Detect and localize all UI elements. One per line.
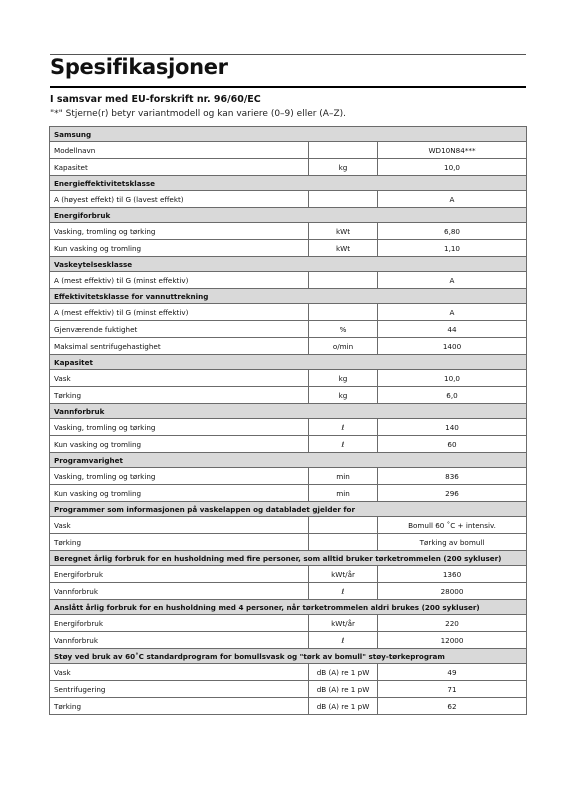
spec-label: Vasking, tromling og tørking (50, 468, 309, 485)
table-row (50, 468, 527, 485)
spec-unit (309, 304, 378, 321)
spec-unit: ℓ (309, 632, 378, 649)
spec-unit: kWt (309, 223, 378, 240)
spec-value: 12000 (378, 632, 527, 649)
spec-label: Kun vasking og tromling (50, 485, 309, 502)
spec-label: Tørking (50, 698, 309, 715)
spec-unit: kg (309, 387, 378, 404)
spec-label: Vask (50, 517, 309, 534)
table-row (50, 419, 527, 436)
table-row (50, 387, 527, 404)
spec-unit: min (309, 485, 378, 502)
table-row (50, 566, 527, 583)
table-row (50, 485, 527, 502)
spec-unit: % (309, 321, 378, 338)
spec-value: 6,0 (378, 387, 527, 404)
spec-unit: dB (A) re 1 pW (309, 698, 378, 715)
spec-unit: ℓ (309, 419, 378, 436)
spec-value: 71 (378, 681, 527, 698)
table-row (50, 191, 527, 208)
spec-label: Energiforbruk (50, 566, 309, 583)
spec-table (49, 126, 527, 715)
spec-value: 10,0 (378, 370, 527, 387)
spec-unit (309, 272, 378, 289)
table-row (50, 615, 527, 632)
table-row (50, 534, 527, 551)
title-rule-bottom (50, 86, 526, 88)
spec-unit: min (309, 468, 378, 485)
section-title: Programvarighet (50, 453, 527, 468)
spec-label: Sentrifugering (50, 681, 309, 698)
spec-unit: kWt/år (309, 566, 378, 583)
spec-value: A (378, 191, 527, 208)
spec-label: Tørking (50, 534, 309, 551)
spec-value: 220 (378, 615, 527, 632)
spec-value: 49 (378, 664, 527, 681)
section-header-row (50, 649, 527, 664)
section-title: Energiforbruk (50, 208, 527, 223)
page-title: Spesifikasjoner (50, 55, 228, 79)
section-header-row (50, 289, 527, 304)
spec-unit (309, 191, 378, 208)
spec-label: Modellnavn (50, 142, 309, 159)
section-header-row (50, 257, 527, 272)
section-title: Effektivitetsklasse for vannuttrekning (50, 289, 527, 304)
spec-unit: kg (309, 370, 378, 387)
section-title: Anslått årlig forbruk for en husholdning med 4 personer, når tørketrommelen aldri brukes (200 sykluser) (50, 600, 527, 615)
spec-unit: kWt/år (309, 615, 378, 632)
section-title: Kapasitet (50, 355, 527, 370)
spec-value: 1400 (378, 338, 527, 355)
spec-label: Energiforbruk (50, 615, 309, 632)
table-row (50, 321, 527, 338)
spec-value: 140 (378, 419, 527, 436)
spec-value: WD10N84*** (378, 142, 527, 159)
spec-label: Vasking, tromling og tørking (50, 223, 309, 240)
spec-value: 1360 (378, 566, 527, 583)
table-row (50, 698, 527, 715)
spec-label: Vannforbruk (50, 583, 309, 600)
section-header-row (50, 502, 527, 517)
table-row (50, 223, 527, 240)
table-row (50, 370, 527, 387)
spec-value: 296 (378, 485, 527, 502)
spec-unit (309, 517, 378, 534)
spec-value: 6,80 (378, 223, 527, 240)
section-header-row (50, 453, 527, 468)
spec-label: Tørking (50, 387, 309, 404)
table-row (50, 142, 527, 159)
section-header-row (50, 404, 527, 419)
table-row (50, 338, 527, 355)
spec-value: Tørking av bomull (378, 534, 527, 551)
table-row (50, 664, 527, 681)
spec-value: 44 (378, 321, 527, 338)
section-title: Beregnet årlig forbruk for en husholdning med fire personer, som alltid bruker tørketrommelen (200 sykluser) (50, 551, 527, 566)
table-row (50, 240, 527, 257)
spec-unit: ℓ (309, 583, 378, 600)
spec-unit: kWt (309, 240, 378, 257)
spec-label: A (mest effektiv) til G (minst effektiv) (50, 272, 309, 289)
spec-label: Vask (50, 370, 309, 387)
section-title: Programmer som informasjonen på vaskelappen og databladet gjelder for (50, 502, 527, 517)
table-row (50, 632, 527, 649)
spec-unit: dB (A) re 1 pW (309, 664, 378, 681)
section-header-row (50, 176, 527, 191)
spec-label: Maksimal sentrifugehastighet (50, 338, 309, 355)
spec-value: Bomull 60 ˚C + intensiv. (378, 517, 527, 534)
spec-value: 62 (378, 698, 527, 715)
spec-unit: o/min (309, 338, 378, 355)
spec-unit (309, 534, 378, 551)
spec-label: Gjenværende fuktighet (50, 321, 309, 338)
spec-unit: kg (309, 159, 378, 176)
spec-value: A (378, 304, 527, 321)
section-header-row (50, 208, 527, 223)
section-header-row (50, 127, 527, 142)
table-row (50, 517, 527, 534)
spec-label: A (høyest effekt) til G (lavest effekt) (50, 191, 309, 208)
section-header-row (50, 355, 527, 370)
spec-label: Kapasitet (50, 159, 309, 176)
spec-label: A (mest effektiv) til G (minst effektiv) (50, 304, 309, 321)
spec-table-body (50, 127, 527, 715)
section-title: Samsung (50, 127, 527, 142)
spec-value: 1,10 (378, 240, 527, 257)
spec-label: Vannforbruk (50, 632, 309, 649)
variant-note: "*" Stjerne(r) betyr variantmodell og kan variere (0–9) eller (A–Z). (50, 109, 346, 119)
spec-value: 836 (378, 468, 527, 485)
table-row (50, 681, 527, 698)
table-row (50, 436, 527, 453)
section-title: Vaskeytelsesklasse (50, 257, 527, 272)
spec-label: Vask (50, 664, 309, 681)
spec-label: Vasking, tromling og tørking (50, 419, 309, 436)
section-title: Energieffektivitetsklasse (50, 176, 527, 191)
spec-unit: ℓ (309, 436, 378, 453)
spec-value: 60 (378, 436, 527, 453)
table-row (50, 583, 527, 600)
spec-value: 10,0 (378, 159, 527, 176)
section-header-row (50, 600, 527, 615)
section-title: Vannforbruk (50, 404, 527, 419)
spec-label: Kun vasking og tromling (50, 240, 309, 257)
table-row (50, 159, 527, 176)
table-row (50, 304, 527, 321)
spec-value: 28000 (378, 583, 527, 600)
regulation-subtitle: I samsvar med EU-forskrift nr. 96/60/EC (50, 94, 261, 105)
spec-value: A (378, 272, 527, 289)
spec-label: Kun vasking og tromling (50, 436, 309, 453)
section-header-row (50, 551, 527, 566)
section-title: Støy ved bruk av 60˚C standardprogram for bomullsvask og "tørk av bomull" støy-tørkeprogram (50, 649, 527, 664)
table-row (50, 272, 527, 289)
spec-unit: dB (A) re 1 pW (309, 681, 378, 698)
spec-unit (309, 142, 378, 159)
